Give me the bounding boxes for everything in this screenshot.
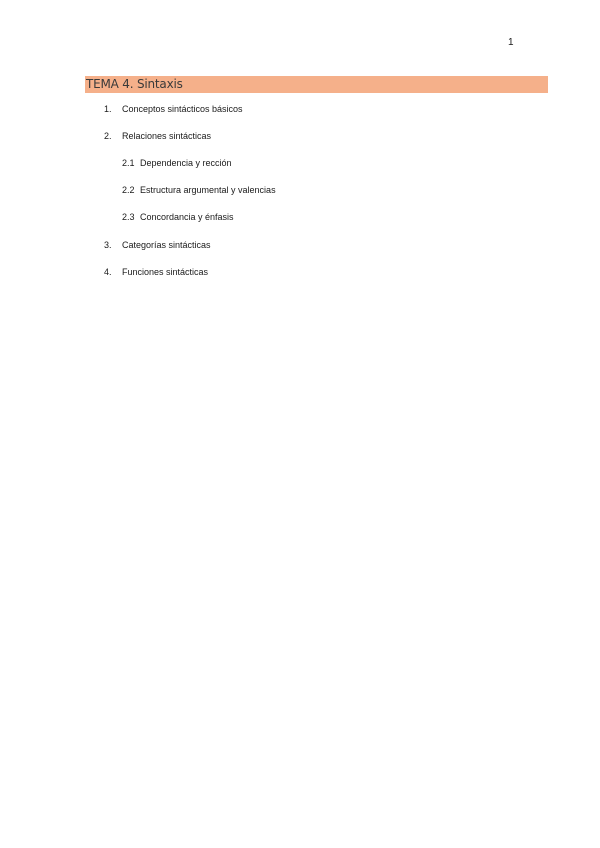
toc-item-number: 1. [104,104,112,114]
toc-item-label: Estructura argumental y valencias [140,185,276,195]
toc-item-number: 3. [104,240,112,250]
toc-item-label: Relaciones sintácticas [122,131,212,141]
section-title-bar [85,76,548,93]
toc-item-3 [104,240,211,251]
toc-item-number: 2. [104,131,112,141]
toc-item-4 [104,267,208,278]
toc-item-2 [104,131,211,142]
toc-item-1 [104,104,243,115]
toc-item-label: Conceptos sintácticos básicos [122,104,243,114]
toc-item-number: 2.3 [122,212,135,222]
toc-item-label: Dependencia y rección [140,158,232,168]
page-number: 1 [508,37,514,48]
toc-item-2-3 [122,212,234,223]
toc-item-number: 2.2 [122,185,135,195]
toc-item-number: 4. [104,267,112,277]
toc-item-label: Funciones sintácticas [122,267,209,277]
toc-item-number: 2.1 [122,158,135,168]
toc-item-label: Concordancia y énfasis [140,212,234,222]
section-title: TEMA 4. Sintaxis [86,77,183,91]
toc-item-label: Categorías sintácticas [122,240,211,250]
toc-item-2-1 [122,158,232,169]
toc-item-2-2 [122,185,276,196]
